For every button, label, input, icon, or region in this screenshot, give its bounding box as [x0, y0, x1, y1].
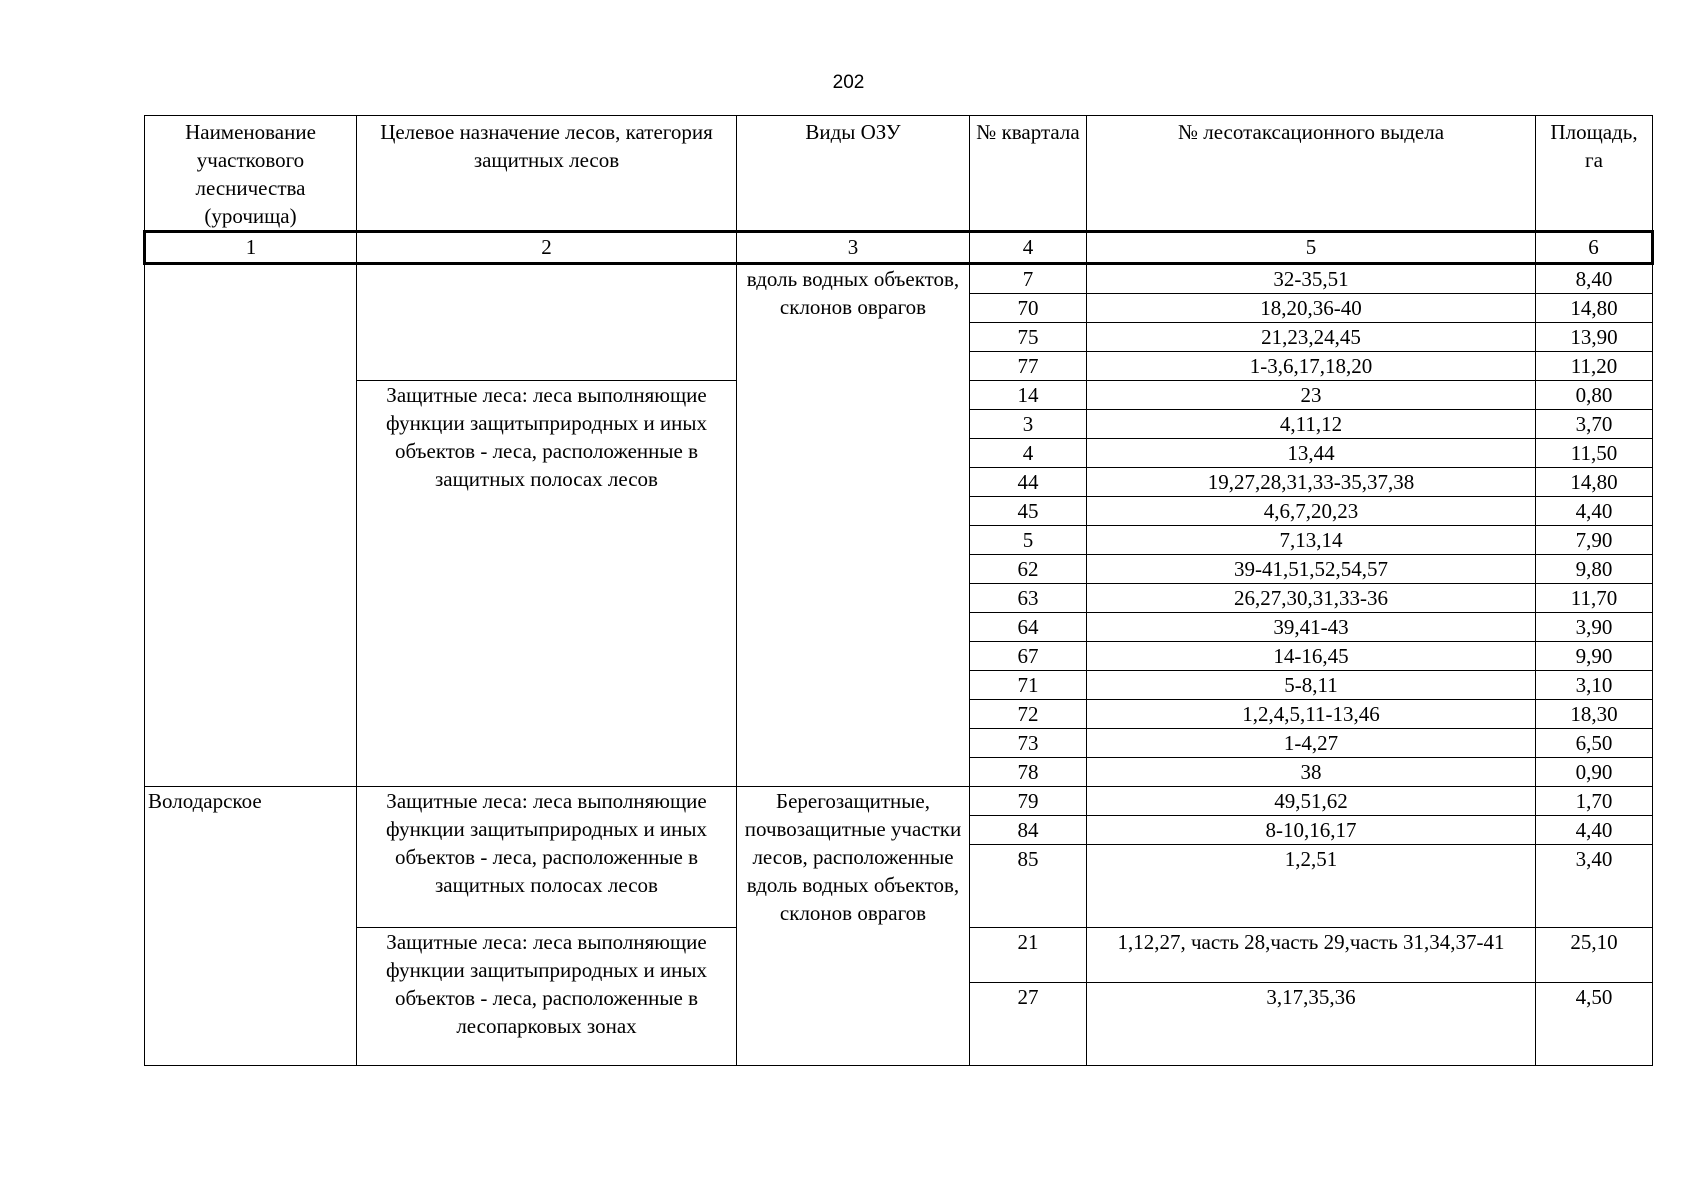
- column-number: 5: [1087, 232, 1536, 264]
- plot-cell: 1-4,27: [1087, 729, 1536, 758]
- header-quarter: № квартала: [970, 116, 1087, 232]
- area-cell: 11,70: [1536, 584, 1653, 613]
- plot-cell: 39,41-43: [1087, 613, 1536, 642]
- quarter-cell: 63: [970, 584, 1087, 613]
- quarter-cell: 45: [970, 497, 1087, 526]
- plot-cell: 39-41,51,52,54,57: [1087, 555, 1536, 584]
- purpose-cell: Защитные леса: леса выполняющие функции защитыприродных и иных объектов - леса, расположенные в защитных полосах лесов: [357, 787, 737, 928]
- area-cell: 6,50: [1536, 729, 1653, 758]
- quarter-cell: 79: [970, 787, 1087, 816]
- area-cell: 3,70: [1536, 410, 1653, 439]
- plot-cell: 18,20,36-40: [1087, 294, 1536, 323]
- area-cell: 11,20: [1536, 352, 1653, 381]
- header-area: Площадь, га: [1536, 116, 1653, 232]
- quarter-cell: 67: [970, 642, 1087, 671]
- quarter-cell: 21: [970, 928, 1087, 983]
- plot-cell: 32-35,51: [1087, 264, 1536, 294]
- quarter-cell: 4: [970, 439, 1087, 468]
- quarter-cell: 5: [970, 526, 1087, 555]
- column-number: 4: [970, 232, 1087, 264]
- column-number: 2: [357, 232, 737, 264]
- area-cell: 9,80: [1536, 555, 1653, 584]
- header-plot: № лесотаксационного выдела: [1087, 116, 1536, 232]
- quarter-cell: 44: [970, 468, 1087, 497]
- ozu-type-cell: вдоль водных объектов, склонов оврагов: [737, 264, 970, 787]
- area-cell: 3,10: [1536, 671, 1653, 700]
- plot-cell: 1,12,27, часть 28,часть 29,часть 31,34,37-41: [1087, 928, 1536, 983]
- plot-cell: 7,13,14: [1087, 526, 1536, 555]
- area-cell: 3,90: [1536, 613, 1653, 642]
- plot-cell: 1,2,51: [1087, 845, 1536, 928]
- plot-cell: 26,27,30,31,33-36: [1087, 584, 1536, 613]
- purpose-cell: Защитные леса: леса выполняющие функции защитыприродных и иных объектов - леса, расположенные в защитных полосах лесов: [357, 381, 737, 787]
- quarter-cell: 72: [970, 700, 1087, 729]
- column-number: 6: [1536, 232, 1653, 264]
- quarter-cell: 27: [970, 983, 1087, 1066]
- area-cell: 25,10: [1536, 928, 1653, 983]
- area-cell: 0,80: [1536, 381, 1653, 410]
- area-cell: 7,90: [1536, 526, 1653, 555]
- area-cell: 18,30: [1536, 700, 1653, 729]
- quarter-cell: 71: [970, 671, 1087, 700]
- plot-cell: 49,51,62: [1087, 787, 1536, 816]
- quarter-cell: 64: [970, 613, 1087, 642]
- district-cell: Володарское: [145, 787, 357, 1066]
- area-cell: 3,40: [1536, 845, 1653, 928]
- plot-cell: 1,2,4,5,11-13,46: [1087, 700, 1536, 729]
- quarter-cell: 78: [970, 758, 1087, 787]
- header-row: [145, 116, 1653, 232]
- plot-cell: 8-10,16,17: [1087, 816, 1536, 845]
- area-cell: 1,70: [1536, 787, 1653, 816]
- quarter-cell: 7: [970, 264, 1087, 294]
- plot-cell: 14-16,45: [1087, 642, 1536, 671]
- plot-cell: 38: [1087, 758, 1536, 787]
- quarter-cell: 70: [970, 294, 1087, 323]
- quarter-cell: 75: [970, 323, 1087, 352]
- plot-cell: 5-8,11: [1087, 671, 1536, 700]
- purpose-cell: Защитные леса: леса выполняющие функции защитыприродных и иных объектов - леса, расположенные в лесопарковых зонах: [357, 928, 737, 1066]
- header-district: Наименование участкового лесничества (урочища): [145, 116, 357, 232]
- quarter-cell: 77: [970, 352, 1087, 381]
- district-cell-empty: [145, 264, 357, 787]
- quarter-cell: 85: [970, 845, 1087, 928]
- area-cell: 11,50: [1536, 439, 1653, 468]
- quarter-cell: 84: [970, 816, 1087, 845]
- table-row: [145, 787, 1653, 816]
- area-cell: 14,80: [1536, 468, 1653, 497]
- area-cell: 4,40: [1536, 816, 1653, 845]
- quarter-cell: 62: [970, 555, 1087, 584]
- purpose-cell-empty: [357, 264, 737, 381]
- plot-cell: 13,44: [1087, 439, 1536, 468]
- plot-cell: 23: [1087, 381, 1536, 410]
- header-purpose: Целевое назначение лесов, категория защитных лесов: [357, 116, 737, 232]
- quarter-cell: 14: [970, 381, 1087, 410]
- page-number: 202: [832, 72, 865, 93]
- area-cell: 0,90: [1536, 758, 1653, 787]
- quarter-cell: 73: [970, 729, 1087, 758]
- quarter-cell: 3: [970, 410, 1087, 439]
- column-number: 3: [737, 232, 970, 264]
- area-cell: 14,80: [1536, 294, 1653, 323]
- forest-protection-table: [143, 115, 1654, 1066]
- area-cell: 8,40: [1536, 264, 1653, 294]
- plot-cell: 1-3,6,17,18,20: [1087, 352, 1536, 381]
- column-number-row: [145, 232, 1653, 264]
- plot-cell: 3,17,35,36: [1087, 983, 1536, 1066]
- area-cell: 13,90: [1536, 323, 1653, 352]
- plot-cell: 21,23,24,45: [1087, 323, 1536, 352]
- area-cell: 4,40: [1536, 497, 1653, 526]
- plot-cell: 19,27,28,31,33-35,37,38: [1087, 468, 1536, 497]
- ozu-type-cell: Берегозащитные, почвозащитные участки лесов, расположенные вдоль водных объектов, склонов оврагов: [737, 787, 970, 1066]
- column-number: 1: [145, 232, 357, 264]
- table-row: [145, 264, 1653, 294]
- area-cell: 9,90: [1536, 642, 1653, 671]
- plot-cell: 4,6,7,20,23: [1087, 497, 1536, 526]
- header-ozu-types: Виды ОЗУ: [737, 116, 970, 232]
- plot-cell: 4,11,12: [1087, 410, 1536, 439]
- area-cell: 4,50: [1536, 983, 1653, 1066]
